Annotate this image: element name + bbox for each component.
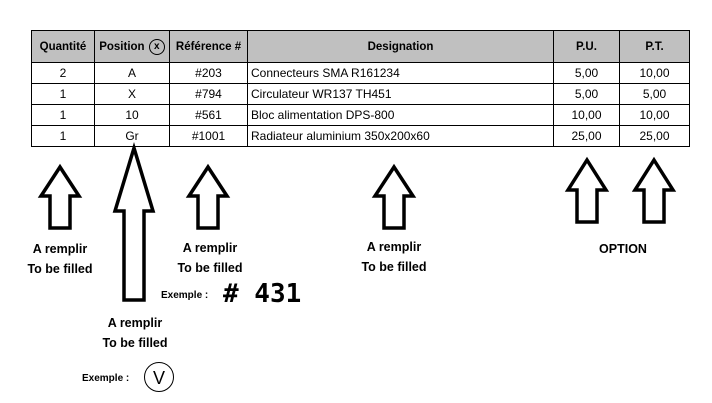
cell-pt: 10,00 bbox=[620, 63, 690, 84]
cell-reference: #561 bbox=[170, 105, 248, 126]
cell-designation: Circulateur WR137 TH451 bbox=[248, 84, 554, 105]
cell-position: 10 bbox=[95, 105, 170, 126]
fill-label-designation bbox=[347, 237, 441, 277]
cell-pu: 5,00 bbox=[554, 84, 620, 105]
cell-position: A bbox=[95, 63, 170, 84]
cell-quantite: 1 bbox=[32, 84, 95, 105]
header-designation: Designation bbox=[248, 31, 554, 63]
header-position-label: Position bbox=[99, 40, 145, 53]
example-label-position: Exemple : bbox=[82, 373, 130, 384]
arrow-up-long-icon bbox=[115, 148, 153, 300]
arrow-up-icon bbox=[189, 167, 227, 228]
cell-designation: Connecteurs SMA R161234 bbox=[248, 63, 554, 84]
example-label-reference: Exemple : bbox=[161, 290, 209, 301]
header-pu: P.U. bbox=[554, 31, 620, 63]
arrow-up-icon bbox=[635, 160, 673, 222]
circled-v-icon: V bbox=[144, 362, 174, 392]
option-label: OPTION bbox=[599, 242, 647, 256]
cell-pu: 10,00 bbox=[554, 105, 620, 126]
fill-label-en: To be filled bbox=[361, 260, 427, 274]
cell-pu: 5,00 bbox=[554, 63, 620, 84]
fill-label-fr: A remplir bbox=[366, 240, 422, 254]
arrow-up-icon bbox=[41, 167, 79, 228]
fill-label-fr: A remplir bbox=[107, 316, 163, 330]
fill-label-en: To be filled bbox=[177, 261, 243, 275]
cell-position: X bbox=[95, 84, 170, 105]
cell-designation: Bloc alimentation DPS-800 bbox=[248, 105, 554, 126]
fill-label-position bbox=[88, 313, 182, 353]
header-reference: Référence # bbox=[170, 31, 248, 63]
fill-label-en: To be filled bbox=[27, 262, 93, 276]
cell-position: Gr bbox=[95, 126, 170, 147]
fill-label-fr: A remplir bbox=[32, 242, 88, 256]
header-pt: P.T. bbox=[620, 31, 690, 63]
fill-label-en: To be filled bbox=[102, 336, 168, 350]
cell-designation: Radiateur aluminium 350x200x60 bbox=[248, 126, 554, 147]
arrow-up-icon bbox=[568, 160, 606, 222]
cell-pt: 5,00 bbox=[620, 84, 690, 105]
fill-label-quantite bbox=[13, 239, 107, 279]
cell-reference: #794 bbox=[170, 84, 248, 105]
cell-pu: 25,00 bbox=[554, 126, 620, 147]
cell-reference: #203 bbox=[170, 63, 248, 84]
arrow-up-icon bbox=[375, 167, 413, 228]
cell-quantite: 2 bbox=[32, 63, 95, 84]
cell-reference: #1001 bbox=[170, 126, 248, 147]
cell-pt: 10,00 bbox=[620, 105, 690, 126]
cell-quantite: 1 bbox=[32, 105, 95, 126]
example-reference-value: # 431 bbox=[223, 279, 302, 309]
circled-x-icon: x bbox=[149, 39, 165, 55]
fill-label-reference bbox=[163, 238, 257, 278]
cell-quantite: 1 bbox=[32, 126, 95, 147]
cell-pt: 25,00 bbox=[620, 126, 690, 147]
fill-label-fr: A remplir bbox=[182, 241, 238, 255]
header-quantite: Quantité bbox=[32, 31, 95, 63]
